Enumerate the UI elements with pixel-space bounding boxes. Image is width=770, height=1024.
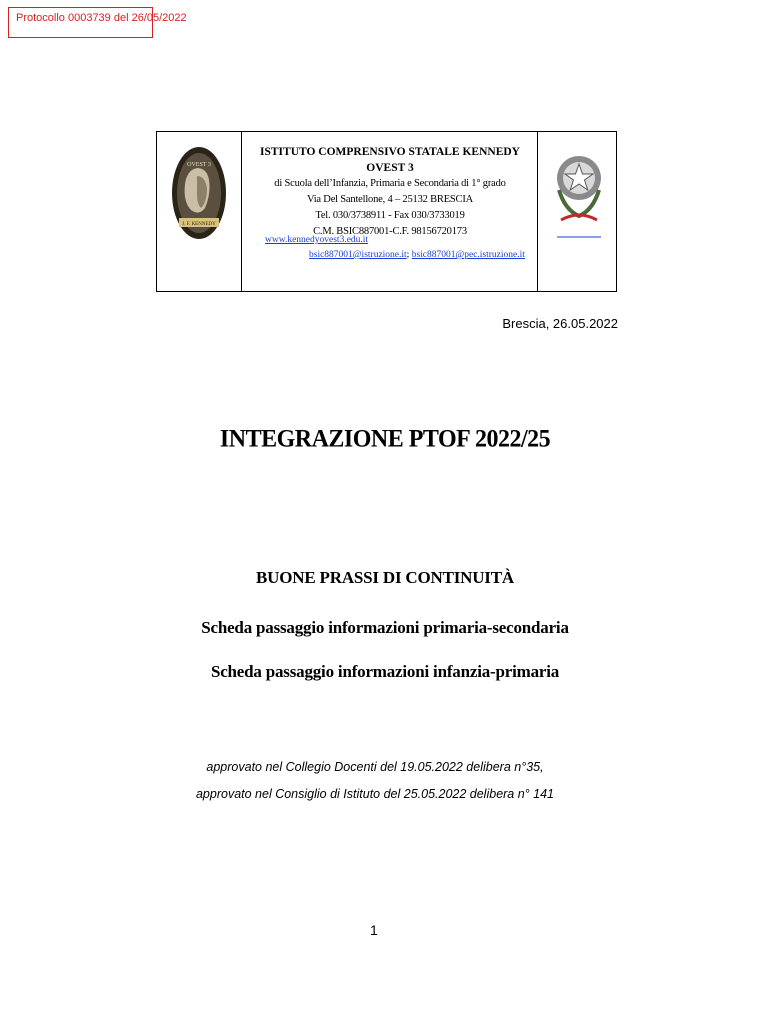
institute-info	[243, 144, 537, 240]
italian-republic-emblem-icon	[551, 140, 607, 238]
logo-text: J. F. KENNEDY	[182, 222, 216, 227]
document-date: Brescia, 26.05.2022	[502, 316, 618, 331]
approval-note-teachers: approvato nel Collegio Docenti del 19.05.2022 delibera n°35,	[206, 760, 544, 774]
contact-links	[265, 233, 525, 263]
institute-codes: C.M. BSIC887001-C.F. 98156720173	[313, 226, 467, 237]
institute-line: di Scuola dell’Infanzia, Primaria e Secondaria di 1° grado	[274, 178, 506, 189]
page-number: 1	[370, 922, 378, 938]
logo-text: OVEST 3	[187, 162, 211, 168]
document-title: INTEGRAZIONE PTOF 2022/25	[219, 425, 551, 453]
section-heading: BUONE PRASSI DI CONTINUITÀ	[256, 568, 514, 587]
school-logo-icon	[171, 146, 227, 240]
institute-phone: Tel. 030/3738911 - Fax 030/3733019	[315, 210, 465, 221]
divider	[241, 132, 242, 291]
institute-address: Via Del Santellone, 4 – 25132 BRESCIA	[306, 194, 474, 205]
letterhead	[156, 131, 617, 292]
email-link[interactable]: bsic887001@istruzione.it	[309, 250, 407, 260]
form-title-primary-secondary: Scheda passaggio informazioni primaria-secondaria	[201, 618, 569, 637]
form-title-infancy-primary: Scheda passaggio informazioni infanzia-primaria	[210, 662, 560, 681]
website-link[interactable]: www.kennedyovest3.edu.it	[265, 235, 369, 245]
approval-note-council: approvato nel Consiglio di Istituto del 25.05.2022 delibera n° 141	[195, 787, 555, 801]
protocol-stamp: Protocollo 0003739 del 26/05/2022	[8, 7, 153, 38]
institute-name: ISTITUTO COMPRENSIVO STATALE KENNEDY OVEST 3	[260, 146, 520, 174]
pec-link[interactable]: bsic887001@pec.istruzione.it	[411, 250, 525, 260]
divider	[537, 132, 538, 291]
link-separator: ;	[406, 250, 412, 260]
